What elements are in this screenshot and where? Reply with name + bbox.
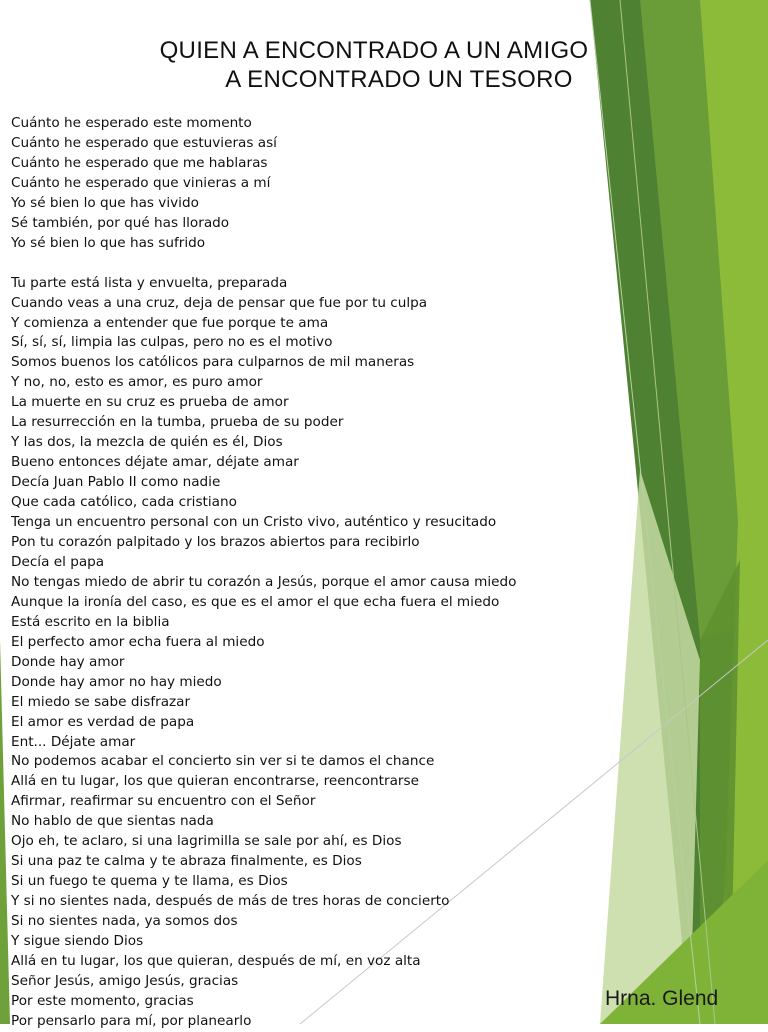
lyric-line: Y sigue siendo Dios	[11, 933, 144, 950]
lyric-line: Somos buenos los católicos para culparnos de mil maneras	[11, 354, 415, 371]
title-line-1: QUIEN A ENCONTRADO A UN AMIGO	[159, 37, 589, 64]
lyric-line: El perfecto amor echa fuera al miedo	[11, 633, 265, 650]
lyric-line: La muerte en su cruz es prueba de amor	[11, 394, 289, 411]
lyric-line: Tu parte está lista y envuelta, preparada	[11, 274, 288, 291]
lyric-line: Cuánto he esperado que vinieras a mí	[11, 174, 271, 191]
title-line-2: A ENCONTRADO UN TESORO	[225, 66, 573, 93]
lyric-line: Si una paz te calma y te abraza finalmente, es Dios	[11, 853, 362, 870]
lyric-line: No hablo de que sientas nada	[11, 813, 214, 830]
lyric-line: Que cada católico, cada cristiano	[11, 494, 237, 511]
lyric-line: Y no, no, esto es amor, es puro amor	[11, 374, 263, 391]
lyric-line: Ojo eh, te aclaro, si una lagrimilla se sale por ahí, es Dios	[11, 833, 402, 850]
lyric-line: Por este momento, gracias	[11, 992, 194, 1009]
lyric-line: Y si no sientes nada, después de más de tres horas de concierto	[11, 893, 450, 910]
lyric-line: Allá en tu lugar, los que quieran, después de mí, en voz alta	[11, 953, 421, 970]
lyric-line: Cuando veas a una cruz, deja de pensar que fue por tu culpa	[11, 294, 428, 311]
lyric-line: Ent... Déjate amar	[11, 733, 136, 750]
lyrics-body	[11, 114, 651, 1032]
page-title	[0, 36, 768, 94]
lyric-line: No tengas miedo de abrir tu corazón a Jesús, porque el amor causa miedo	[11, 573, 517, 590]
lyric-line: Está escrito en la biblia	[11, 613, 170, 630]
stanza-gap	[11, 254, 651, 274]
lyric-line: Decía el papa	[11, 553, 105, 570]
lyric-line: Donde hay amor	[11, 653, 125, 670]
lyric-line: Yo sé bien lo que has vivido	[11, 194, 199, 211]
lyric-line: Bueno entonces déjate amar, déjate amar	[11, 454, 299, 471]
lyric-line: La resurrección en la tumba, prueba de su poder	[11, 414, 344, 431]
lyric-line: El miedo se sabe disfrazar	[11, 693, 191, 710]
lyric-line: Tenga un encuentro personal con un Cristo vivo, auténtico y resucitado	[11, 514, 497, 531]
lyric-line: Y comienza a entender que fue porque te ama	[11, 314, 329, 331]
lyric-line: Sé también, por qué has llorado	[11, 214, 230, 231]
lyric-line: Donde hay amor no hay miedo	[11, 673, 222, 690]
lyric-line: Si no sientes nada, ya somos dos	[11, 913, 238, 930]
lyric-line: Allá en tu lugar, los que quieran encontrarse, reencontrarse	[11, 773, 419, 790]
lyric-line: Sí, sí, sí, limpia las culpas, pero no es el motivo	[11, 334, 333, 351]
lyric-line: Aunque la ironía del caso, es que es el amor el que echa fuera el miedo	[11, 593, 500, 610]
lyric-line: Decía Juan Pablo II como nadie	[11, 474, 221, 491]
lyric-line: Pon tu corazón palpitado y los brazos abiertos para recibirlo	[11, 534, 420, 550]
stanza-1	[11, 114, 651, 254]
lyric-line: Si un fuego te quema y te llama, es Dios	[11, 873, 288, 890]
lyric-line: Señor Jesús, amigo Jesús, gracias	[11, 972, 239, 989]
lyric-line: Cuánto he esperado este momento	[11, 115, 252, 131]
lyric-line: El amor es verdad de papa	[11, 713, 195, 730]
author-signature: Hrna. Glend	[605, 987, 719, 1010]
lyric-line: Yo sé bien lo que has sufrido	[11, 234, 206, 251]
lyric-line: Y las dos, la mezcla de quién es él, Dios	[11, 434, 283, 451]
left-edge-stripe	[0, 640, 10, 1024]
lyric-line: Por pensarlo para mí, por planearlo	[11, 1012, 252, 1029]
stanza-2	[11, 274, 651, 1032]
lyric-line: Cuánto he esperado que estuvieras así	[11, 134, 277, 151]
lyric-line: Cuánto he esperado que me hablaras	[11, 154, 268, 171]
lyric-line: No podemos acabar el concierto sin ver si te damos el chance	[11, 753, 435, 770]
lyric-line: Afirmar, reafirmar su encuentro con el Señor	[11, 793, 316, 810]
